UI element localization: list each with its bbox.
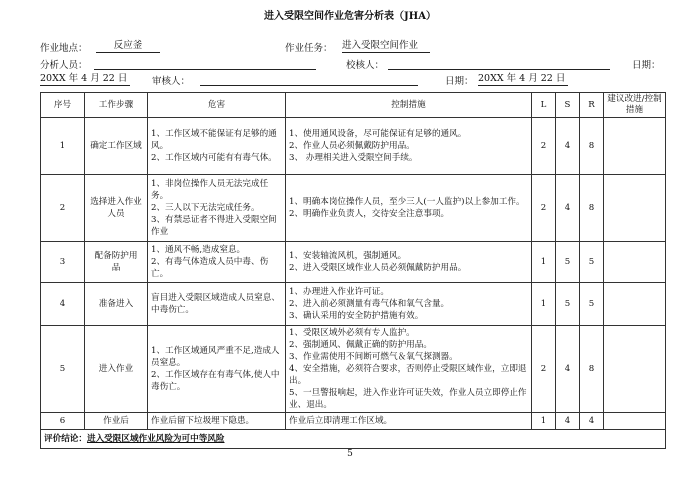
document-title: 进入受限空间作业危害分析表（JHA） xyxy=(264,11,436,22)
row-r: 8 xyxy=(580,118,604,175)
location-label: 作业地点： xyxy=(40,43,88,54)
row-suggest xyxy=(604,283,666,326)
row-hazard: 作业后留下垃圾埋下隐患。 xyxy=(148,413,286,430)
row-control: 1、使用通风设备，尽可能保证有足够的通风。 2、作业人员必须佩戴防护用品。 3、 办理相关进入受限空间手续。 xyxy=(286,118,532,175)
table-header-row xyxy=(41,93,666,118)
location-value: 反应釜 xyxy=(96,40,160,53)
row-no: 1 xyxy=(41,118,85,175)
row-suggest xyxy=(604,413,666,430)
row-hazard: 盲目进入受限区域造成人员窒息、中毒伤亡。 xyxy=(148,283,286,326)
row-step: 作业后 xyxy=(85,413,148,430)
row-step: 准备进入 xyxy=(85,283,148,326)
row-step: 进入作业 xyxy=(85,326,148,413)
date-value: 20XX 年 4 月 22 日 xyxy=(40,73,130,86)
table-row xyxy=(41,283,666,326)
header-l: L xyxy=(532,93,556,118)
analyst-value-line xyxy=(94,57,316,70)
reviewer-value-line xyxy=(200,73,418,86)
reviewer-label: 审核人： xyxy=(152,76,191,87)
row-step: 确定工作区域 xyxy=(85,118,148,175)
table-row xyxy=(41,118,666,175)
row-control: 1、明确本岗位操作人员，至少三人(一人监护)以上参加工作。 2、明确作业负责人，交待安全注意事项。 xyxy=(286,175,532,242)
meta-row-1 xyxy=(40,40,670,54)
row-suggest xyxy=(604,242,666,283)
conclusion-label: 评价结论： xyxy=(44,434,87,444)
header-step: 工作步骤 xyxy=(85,93,148,118)
row-no: 4 xyxy=(41,283,85,326)
table-row xyxy=(41,413,666,430)
header-r: R xyxy=(580,93,604,118)
row-hazard: 1、工作区域通风严重不足,造成人员窒息。 2、工作区域存在有毒气体,使人中毒伤亡。 xyxy=(148,326,286,413)
header-s: S xyxy=(556,93,580,118)
task-label: 作业任务： xyxy=(285,43,333,54)
table-row xyxy=(41,242,666,283)
row-suggest xyxy=(604,175,666,242)
row-hazard: 1、工作区域不能保证有足够的通风。 2、工作区域内可能有有毒气体。 xyxy=(148,118,286,175)
row-control: 1、安装轴流风机，强制通风。 2、进入受限区域作业人员必须佩戴防护用品。 xyxy=(286,242,532,283)
jha-table xyxy=(40,92,666,449)
row-l: 1 xyxy=(532,242,556,283)
header-suggest: 建议改进/控制措施 xyxy=(604,93,666,118)
row-no: 3 xyxy=(41,242,85,283)
table-row xyxy=(41,175,666,242)
checker-value-line xyxy=(388,57,610,70)
row-step: 选择进入作业人员 xyxy=(85,175,148,242)
row-control: 1、办理进入作业许可证。 2、进入前必须测量有毒气体和氧气含量。 3、确认采用的安全防护措施有效。 xyxy=(286,283,532,326)
header-hazard: 危害 xyxy=(148,93,286,118)
row-s: 4 xyxy=(556,413,580,430)
row-l: 1 xyxy=(532,413,556,430)
conclusion-value: 进入受限区域作业风险为可中等风险 xyxy=(86,434,225,444)
date2-value: 20XX 年 4 月 22 日 xyxy=(478,73,568,86)
analyst-label: 分析人员： xyxy=(40,60,88,71)
row-r: 4 xyxy=(580,413,604,430)
conclusion-row xyxy=(41,430,666,449)
row-step: 配备防护用 品 xyxy=(85,242,148,283)
row-s: 5 xyxy=(556,283,580,326)
row-control: 作业后立即清理工作区域。 xyxy=(286,413,532,430)
meta-row-3 xyxy=(40,73,670,87)
row-l: 2 xyxy=(532,175,556,242)
row-suggest xyxy=(604,118,666,175)
row-no: 2 xyxy=(41,175,85,242)
header-control: 控制措施 xyxy=(286,93,532,118)
row-l: 1 xyxy=(532,283,556,326)
row-hazard: 1、非岗位操作人员无法完成任务。 2、三人以下无法完成任务。 3、有禁忌证者不得进入受限空间作业 xyxy=(148,175,286,242)
row-hazard: 1、通风不畅,造成窒息。 2、有毒气体造成人员中毒、伤亡。 xyxy=(148,242,286,283)
row-s: 4 xyxy=(556,175,580,242)
row-s: 4 xyxy=(556,326,580,413)
checker-label: 校核人： xyxy=(346,60,385,71)
header-no: 序号 xyxy=(41,93,85,118)
row-control: 1、受限区域外必须有专人监护。 2、强制通风、佩戴正确的防护用品。 3、作业需使用不间断可燃气＆氧气探测器。 4、安全措施，必须符合要求，否则停止受限区域作业，立即退出。 5、一旦警报响起，进入作业许可证失效，作业人员立即停止作业、退出。 xyxy=(286,326,532,413)
row-s: 5 xyxy=(556,242,580,283)
task-value: 进入受限空间作业 xyxy=(342,40,430,53)
row-suggest xyxy=(604,326,666,413)
row-s: 4 xyxy=(556,118,580,175)
row-no: 6 xyxy=(41,413,85,430)
row-r: 8 xyxy=(580,175,604,242)
row-r: 8 xyxy=(580,326,604,413)
date-label: 日期： xyxy=(632,60,661,71)
row-l: 2 xyxy=(532,326,556,413)
table-row xyxy=(41,326,666,413)
row-r: 5 xyxy=(580,242,604,283)
row-r: 5 xyxy=(580,283,604,326)
meta-row-2 xyxy=(40,57,670,71)
date2-label: 日期： xyxy=(445,76,474,87)
row-no: 5 xyxy=(41,326,85,413)
page-number: 5 xyxy=(347,449,353,459)
row-l: 2 xyxy=(532,118,556,175)
